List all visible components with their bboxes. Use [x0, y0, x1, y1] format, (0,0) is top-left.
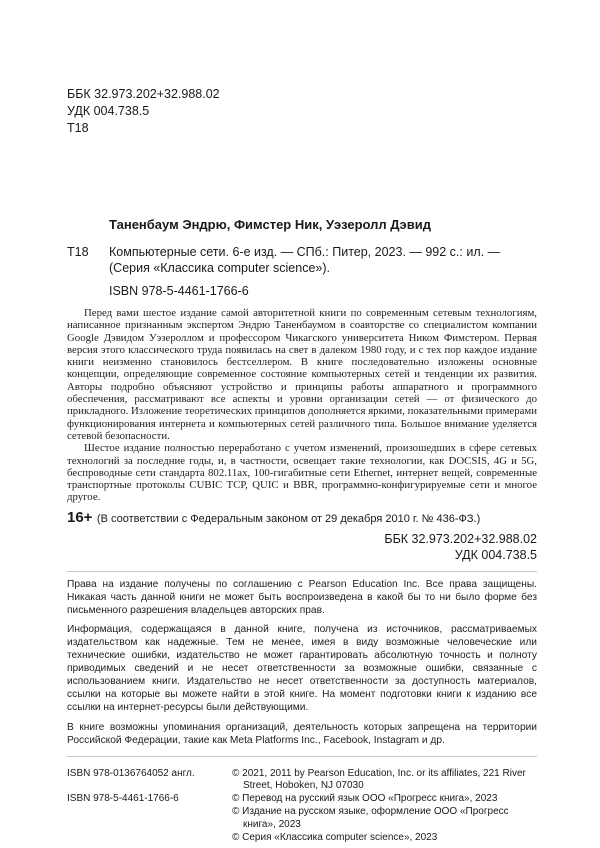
imprint-copyright-column: [232, 768, 537, 845]
udk-code-right: УДК 004.738.5: [454, 547, 537, 562]
bibliographic-record: [67, 217, 537, 299]
imprint-isbn-column: [67, 768, 232, 845]
bbk-code-right: ББК 32.973.202+32.988.02: [384, 531, 537, 546]
isbn-line: ISBN 978-5-4461-1766-6: [109, 284, 249, 298]
isbn-english: ISBN 978-0136764052 англ.: [67, 767, 195, 779]
catalog-entry: [67, 245, 537, 276]
copyright-item: © Перевод на русский язык ООО «Прогресс книга», 2023: [232, 793, 498, 805]
legal-paragraph-organizations: В книге возможны упоминания организаций, деятельность которых запрещена на территории Российской Федерации, такие как Meta Platforms Inc., Facebook, Instagram и др.: [67, 721, 537, 746]
copyright-item: © Издание на русском языке, оформление ООО «Прогресс книга», 2023: [232, 806, 509, 830]
udk-code-top: УДК 004.738.5: [67, 104, 150, 118]
author-sign-code: Т18: [67, 121, 89, 135]
legal-paragraph-rights: Права на издание получены по соглашению с Pearson Education Inc. Все права защищены. Никакая часть данной книги не может быть воспроизведена в какой бы то ни было форме без письменного разрешения владельцев авторских прав.: [67, 578, 537, 616]
copyright-item: © Серия «Классика computer science», 2023: [232, 831, 438, 843]
copyright-item: © 2021, 2011 by Pearson Education, Inc. or its affiliates, 221 River Street, Hoboken, NJ 07030: [232, 767, 526, 792]
classification-codes-right: [67, 531, 537, 563]
age-rating-line: [67, 509, 537, 527]
catalog-entry-text: Компьютерные сети. 6-е изд. — СПб.: Питер, 2023. — 992 с.: ил. — (Серия «Классика computer science»).: [109, 245, 501, 275]
imprint-block: [67, 768, 537, 845]
classification-codes-top: [67, 86, 537, 137]
catalog-entry-code: Т18: [67, 245, 89, 259]
separator-rule-top: [67, 571, 537, 572]
authors-line: Таненбаум Эндрю, Фимстер Ник, Уэзеролл Дэвид: [109, 217, 431, 232]
annotation-block: [67, 307, 537, 504]
separator-rule-bottom: [67, 756, 537, 757]
age-rating-badge: 16+: [67, 508, 93, 526]
legal-paragraph-disclaimer: Информация, содержащаяся в данной книге, получена из источников, рассматриваемых издательством как надежные. Тем не менее, имея в виду возможные человеческие или технические ошибки, издательство не может гарантировать абсолютную точность и полноту приводимых сведений и не несет ответственности за возможные ошибки, связанные с использованием книги. Издательство не несет ответственности за доступность материалов, ссылки на которые вы можете найти в этой книге. На момент подготовки книги к изданию все ссылки на интернет-ресурсы были действующими.: [67, 624, 537, 713]
legal-block: [67, 579, 537, 748]
isbn-russian: ISBN 978-5-4461-1766-6: [67, 793, 179, 805]
bbk-code-top: ББК 32.973.202+32.988.02: [67, 87, 220, 101]
annotation-paragraph-2: Шестое издание полностью переработано с учетом изменений, произошедших в сфере сетевых технологий за последние годы, и, в частности, освещает такие технологии, как DOCSIS, 4G и 5G, беспроводные сети стандарта 802.11ax, 100-гигабитные сети Ethernet, интернет вещей, современные транспортные протоколы CUBIC TCP, QUIC и BBR, программно-конфигурируемые сети и многое другое.: [67, 442, 537, 504]
annotation-paragraph-1: Перед вами шестое издание самой авторитетной книги по современным сетевым технологиям, написанное признанным экспертом Эндрю Таненбаумом в соавторстве со специалистом компании Google Дэвидом Уэзероллом и профессором Чикагского университета Ником Фимстером. Первая версия этого классического труда появилась на свет в далеком 1980 году, и с тех пор каждое издание книги неизменно становилось бестселлером. В книге последовательно изложены основные концепции, определяющие современное состояние компьютерных сетей и тенденции их развития. Авторы подробно объясняют устройство и принципы работы аппаратного и программного обеспечения, рассматривают все аспекты и уровни организации сетей — от физического до прикладного. Изложение теоретических принципов дополняется яркими, показательными примерами функционирования интернета и компьютерных сетей различного типа. Большое внимание уделяется сетевой безопасности.: [67, 307, 537, 442]
age-rating-note: (В соответствии с Федеральным законом от 29 декабря 2010 г. № 436-ФЗ.): [96, 512, 481, 525]
